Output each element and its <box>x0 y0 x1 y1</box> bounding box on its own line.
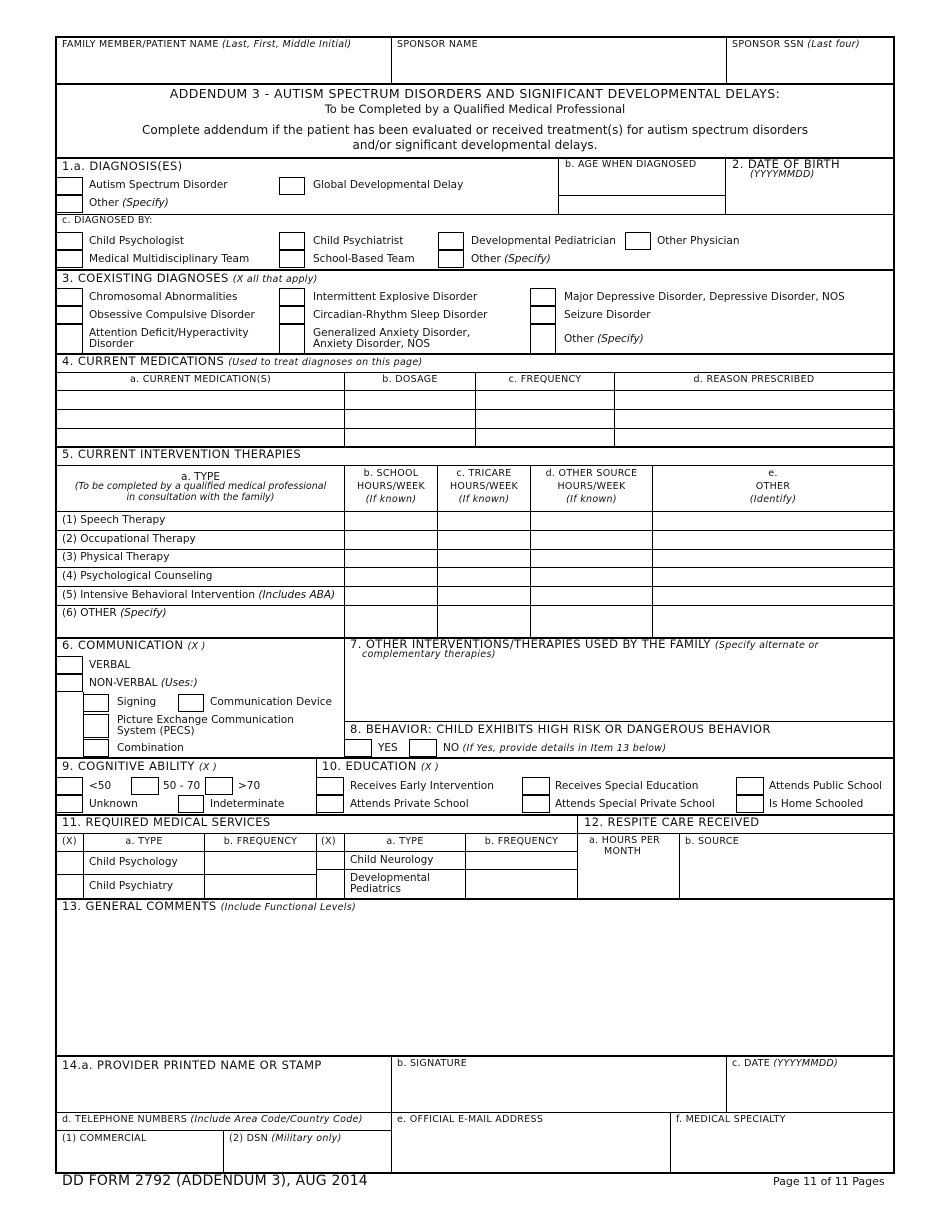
cog-indeterminate-label: Indeterminate <box>210 798 285 810</box>
child-psychology-freq[interactable] <box>205 852 315 874</box>
autism-label: Autism Spectrum Disorder <box>89 179 228 191</box>
therapy-row-3: (3) Physical Therapy <box>62 551 170 563</box>
diagnosis-other-checkbox[interactable] <box>57 195 83 213</box>
cog-gt70-label: >70 <box>238 780 261 792</box>
cog-mid-label: 50 - 70 <box>163 780 201 792</box>
page-number: Page 11 of 11 Pages <box>773 1175 885 1188</box>
therapy-row-5: (5) Intensive Behavioral Intervention (Includes ABA) <box>62 589 336 601</box>
behavior-no-checkbox[interactable] <box>409 739 437 757</box>
special-private-checkbox[interactable] <box>522 795 550 813</box>
other-physician-label: Other Physician <box>657 235 740 247</box>
commercial-phone-label: (1) COMMERCIAL <box>62 1133 147 1144</box>
behavior-no-label: NO (If Yes, provide details in Item 13 below) <box>443 742 667 754</box>
reason-col-header: d. REASON PRESCRIBED <box>693 374 815 385</box>
anxiety-label-2: Anxiety Disorder, NOS <box>313 338 431 350</box>
therapy-row-1: (1) Speech Therapy <box>62 514 166 526</box>
respite-label: 12. RESPITE CARE RECEIVED <box>584 815 760 829</box>
anxiety-label-1: Generalized Anxiety Disorder, <box>313 327 471 339</box>
nonverbal-label: NON-VERBAL (Uses:) <box>89 677 198 689</box>
dob-label: 2. DATE OF BIRTH <box>732 157 841 171</box>
home-school-label: Is Home Schooled <box>769 798 864 810</box>
other-header: OTHER <box>755 481 791 492</box>
pecs-checkbox[interactable] <box>83 714 109 738</box>
respite-hours-label: a. HOURS PER <box>589 835 661 846</box>
respite-source-field[interactable] <box>680 852 893 898</box>
services-freq-header-2: b. FREQUENCY <box>484 836 559 847</box>
divider <box>558 195 725 196</box>
dsn-phone-field[interactable] <box>224 1148 390 1172</box>
specialty-field[interactable] <box>671 1130 893 1172</box>
diagnosed-by-other-label: Other (Specify) <box>471 253 551 265</box>
therapy-type-header: a. TYPE <box>181 471 220 483</box>
signing-checkbox[interactable] <box>83 694 109 712</box>
dev-pediatrics-freq[interactable] <box>466 870 577 898</box>
services-type-header: a. TYPE <box>125 836 163 847</box>
cog-unknown-checkbox[interactable] <box>57 795 83 813</box>
medical-services-label: 11. REQUIRED MEDICAL SERVICES <box>62 815 271 829</box>
age-diagnosed-field[interactable] <box>560 174 724 194</box>
child-psychologist-checkbox[interactable] <box>57 232 83 250</box>
private-school-label: Attends Private School <box>350 798 469 810</box>
child-neurology-label: Child Neurology <box>350 854 434 866</box>
special-private-label: Attends Special Private School <box>555 798 715 810</box>
respite-hours-label-2: MONTH <box>604 846 642 857</box>
divider <box>55 1112 895 1113</box>
coexisting-label: 3. COEXISTING DIAGNOSES (X all that apply) <box>62 271 318 285</box>
dev-pediatrician-checkbox[interactable] <box>438 232 464 250</box>
sponsor-ssn-field[interactable] <box>727 54 893 82</box>
therapy-row-4: (4) Psychological Counseling <box>62 570 213 582</box>
comm-device-checkbox[interactable] <box>178 694 204 712</box>
adhd-checkbox[interactable] <box>57 324 83 354</box>
divider <box>725 157 726 214</box>
seizure-label: Seizure Disorder <box>564 309 651 321</box>
services-type-header-2: a. TYPE <box>386 836 424 847</box>
divider <box>55 1055 895 1057</box>
age-diagnosed-label: b. AGE WHEN DIAGNOSED <box>565 159 697 170</box>
autism-checkbox[interactable] <box>57 177 83 195</box>
school-team-checkbox[interactable] <box>279 250 305 268</box>
medications-table-rows[interactable] <box>57 391 893 445</box>
pecs-label-1: Picture Exchange Communication <box>117 714 294 726</box>
respite-source-label: b. SOURCE <box>685 836 739 847</box>
addendum-subtitle: To be Completed by a Qualified Medical Professional <box>324 102 626 116</box>
explosive-checkbox[interactable] <box>279 288 305 306</box>
telephone-label: d. TELEPHONE NUMBERS (Include Area Code/Country Code) <box>62 1114 363 1125</box>
other-physician-checkbox[interactable] <box>625 232 651 250</box>
public-school-label: Attends Public School <box>769 780 883 792</box>
early-intervention-label: Receives Early Intervention <box>350 780 494 792</box>
therapy-row-2: (2) Occupational Therapy <box>62 533 196 545</box>
dev-pediatrics-label-1: Developmental <box>350 872 431 884</box>
combination-label: Combination <box>117 742 184 754</box>
therapy-type-hint-2: in consultation with the family) <box>126 492 275 503</box>
child-psychology-label: Child Psychology <box>89 856 178 868</box>
specialty-label: f. MEDICAL SPECIALTY <box>676 1114 786 1125</box>
medication-col-header: a. CURRENT MEDICATION(S) <box>129 374 272 385</box>
verbal-checkbox[interactable] <box>57 656 83 674</box>
cog-lt50-label: <50 <box>89 780 112 792</box>
special-ed-checkbox[interactable] <box>522 777 550 795</box>
dev-pediatrician-label: Developmental Pediatrician <box>471 235 616 247</box>
home-school-checkbox[interactable] <box>736 795 764 813</box>
cognitive-label: 9. COGNITIVE ABILITY (X ) <box>62 759 218 773</box>
child-psychiatrist-checkbox[interactable] <box>279 232 305 250</box>
behavior-yes-label: YES <box>378 742 398 754</box>
instructions-line2: and/or significant developmental delays. <box>352 138 598 152</box>
child-psychiatry-label: Child Psychiatry <box>89 880 174 892</box>
adhd-label-2: Disorder <box>89 338 134 350</box>
dosage-col-header: b. DOSAGE <box>382 374 438 385</box>
divider <box>558 157 559 214</box>
coexisting-other-checkbox[interactable] <box>530 324 556 354</box>
email-field[interactable] <box>392 1130 669 1172</box>
other-interventions-label: 7. OTHER INTERVENTIONS/THERAPIES USED BY THE FAMILY (Specify alternate or <box>350 637 819 651</box>
private-school-checkbox[interactable] <box>316 795 344 813</box>
ocd-label: Obsessive Compulsive Disorder <box>89 309 255 321</box>
signature-label: b. SIGNATURE <box>397 1058 468 1069</box>
commercial-phone-field[interactable] <box>57 1148 222 1172</box>
sponsor-ssn-label: SPONSOR SSN (Last four) <box>732 39 860 50</box>
medications-label: 4. CURRENT MEDICATIONS (Used to treat diagnoses on this page) <box>62 354 423 368</box>
nonverbal-checkbox[interactable] <box>57 674 83 692</box>
behavior-label: 8. BEHAVIOR: CHILD EXHIBITS HIGH RISK OR DANGEROUS BEHAVIOR <box>350 722 771 736</box>
therapy-row-6: (6) OTHER (Specify) <box>62 607 167 619</box>
comments-label: 13. GENERAL COMMENTS (Include Functional Levels) <box>62 899 356 913</box>
sign-date-field[interactable] <box>727 1075 893 1111</box>
child-neurology-checkbox[interactable] <box>317 852 344 869</box>
multidisciplinary-checkbox[interactable] <box>57 250 83 268</box>
behavior-yes-checkbox[interactable] <box>344 739 372 757</box>
global-delay-checkbox[interactable] <box>279 177 305 195</box>
other-interventions-hint: complementary therapies) <box>362 649 496 660</box>
addendum-title: ADDENDUM 3 - AUTISM SPECTRUM DISORDERS AND SIGNIFICANT DEVELOPMENTAL DELAYS: <box>169 86 781 101</box>
diagnosed-by-label: c. DIAGNOSED BY: <box>62 215 153 226</box>
dev-pediatrics-label-2: Pediatrics <box>350 883 402 895</box>
tricare-hours-hint: (If known) <box>458 494 510 505</box>
other-source-header-2: HOURS/WEEK <box>557 481 626 492</box>
divider <box>55 83 895 85</box>
chromosomal-label: Chromosomal Abnormalities <box>89 291 238 303</box>
frequency-col-header: c. FREQUENCY <box>508 374 582 385</box>
dob-format: (YYYYMMDD) <box>750 169 815 180</box>
coexisting-other-label: Other (Specify) <box>564 333 644 345</box>
special-ed-label: Receives Special Education <box>555 780 699 792</box>
therapies-label: 5. CURRENT INTERVENTION THERAPIES <box>62 447 302 461</box>
form-id: DD FORM 2792 (ADDENDUM 3), AUG 2014 <box>62 1173 368 1189</box>
verbal-label: VERBAL <box>89 659 131 671</box>
other-source-hint: (If known) <box>566 494 617 505</box>
child-psychiatry-checkbox[interactable] <box>57 875 83 898</box>
child-psychiatry-freq[interactable] <box>205 875 315 898</box>
cog-gt70-checkbox[interactable] <box>205 777 233 795</box>
respite-hours-field[interactable] <box>578 860 678 898</box>
cog-indeterminate-checkbox[interactable] <box>178 795 204 813</box>
early-intervention-checkbox[interactable] <box>316 777 344 795</box>
comments-field[interactable] <box>57 916 893 1054</box>
cog-lt50-checkbox[interactable] <box>57 777 83 795</box>
sign-date-label: c. DATE (YYYYMMDD) <box>732 1058 839 1069</box>
divider <box>55 214 895 215</box>
other-source-header: d. OTHER SOURCE <box>545 468 638 479</box>
signature-field[interactable] <box>392 1075 725 1111</box>
child-neurology-freq[interactable] <box>466 852 577 869</box>
sleep-disorder-label: Circadian-Rhythm Sleep Disorder <box>313 309 488 321</box>
signing-label: Signing <box>117 696 157 708</box>
public-school-checkbox[interactable] <box>736 777 764 795</box>
chromosomal-checkbox[interactable] <box>57 288 83 306</box>
cog-mid-checkbox[interactable] <box>131 777 159 795</box>
school-hours-header: b. SCHOOL <box>363 468 419 479</box>
other-header-e: e. <box>768 468 778 479</box>
email-label: e. OFFICIAL E-MAIL ADDRESS <box>397 1114 544 1125</box>
patient-name-field[interactable] <box>57 54 390 82</box>
comm-device-label: Communication Device <box>210 696 333 708</box>
combination-checkbox[interactable] <box>83 739 109 757</box>
diagnoses-label: 1.a. DIAGNOSIS(ES) <box>62 159 183 173</box>
seizure-checkbox[interactable] <box>530 306 556 324</box>
provider-name-field[interactable] <box>57 1075 390 1111</box>
explosive-label: Intermittent Explosive Disorder <box>313 291 478 303</box>
patient-name-label: FAMILY MEMBER/PATIENT NAME (Last, First, Middle Initial) <box>62 39 352 50</box>
diagnosis-other-label: Other (Specify) <box>89 197 169 209</box>
multidisciplinary-label: Medical Multidisciplinary Team <box>89 253 250 265</box>
divider <box>55 465 895 466</box>
diagnosed-by-other-checkbox[interactable] <box>438 250 464 268</box>
child-psychology-checkbox[interactable] <box>57 852 83 874</box>
education-label: 10. EDUCATION (X ) <box>322 759 439 773</box>
tricare-hours-header-2: HOURS/WEEK <box>449 481 519 492</box>
therapy-hours-grid[interactable] <box>345 512 893 636</box>
depressive-label: Major Depressive Disorder, Depressive Disorder, NOS <box>564 291 845 303</box>
instructions-line1: Complete addendum if the patient has been evaluated or received treatment(s) for autism spectrum disorders <box>142 123 808 137</box>
school-hours-hint: (If known) <box>365 494 417 505</box>
pecs-label-2: System (PECS) <box>117 725 195 737</box>
dob-field[interactable] <box>727 184 893 212</box>
depressive-checkbox[interactable] <box>530 288 556 306</box>
services-x-header: (X) <box>62 836 77 847</box>
divider <box>55 833 895 834</box>
dsn-phone-label: (2) DSN (Military only) <box>229 1133 342 1144</box>
sponsor-name-field[interactable] <box>392 54 725 82</box>
child-psychiatrist-label: Child Psychiatrist <box>313 235 404 247</box>
dev-pediatrics-checkbox[interactable] <box>317 870 344 898</box>
sponsor-name-label: SPONSOR NAME <box>397 39 478 50</box>
therapy-type-hint-1: (To be completed by a qualified medical professional <box>74 481 327 492</box>
communication-label: 6. COMMUNICATION (X ) <box>62 638 206 652</box>
provider-name-label: 14.a. PROVIDER PRINTED NAME OR STAMP <box>62 1058 322 1072</box>
child-psychologist-label: Child Psychologist <box>89 235 185 247</box>
services-x-header-2: (X) <box>321 836 336 847</box>
school-hours-header-2: HOURS/WEEK <box>356 481 426 492</box>
global-delay-label: Global Developmental Delay <box>313 179 464 191</box>
school-team-label: School-Based Team <box>313 253 415 265</box>
other-interventions-field[interactable] <box>346 664 893 720</box>
sleep-disorder-checkbox[interactable] <box>279 306 305 324</box>
cog-unknown-label: Unknown <box>89 798 138 810</box>
tricare-hours-header: c. TRICARE <box>456 468 512 479</box>
other-header-hint: (Identify) <box>749 494 797 505</box>
adhd-label-1: Attention Deficit/Hyperactivity <box>89 327 249 339</box>
services-freq-header: b. FREQUENCY <box>223 836 298 847</box>
anxiety-checkbox[interactable] <box>279 324 305 354</box>
ocd-checkbox[interactable] <box>57 306 83 324</box>
